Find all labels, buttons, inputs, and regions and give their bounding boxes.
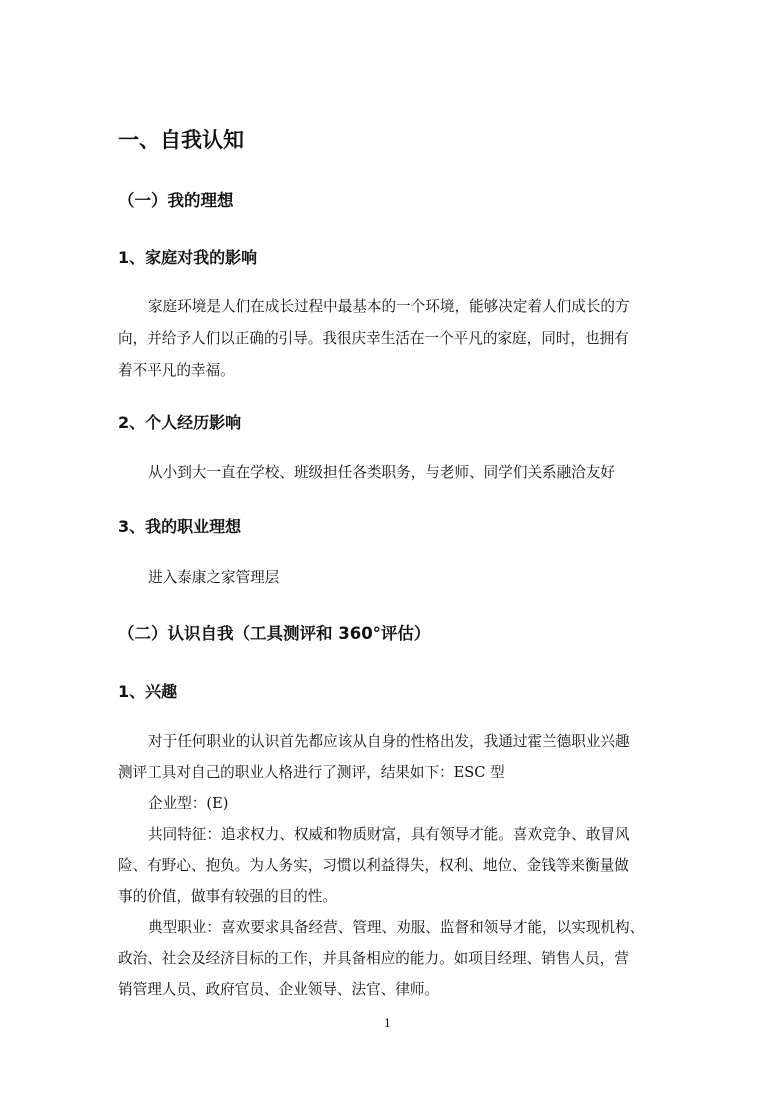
traits-line-2: 险、有野心、抱负。为人务实，习惯以利益得失，权利、地位、金钱等来衡量做	[118, 857, 629, 874]
interest-title: 1、兴趣	[118, 682, 178, 701]
family-influence-title: 1、家庭对我的影响	[118, 248, 258, 267]
typical-jobs-line-1: 典型职业：喜欢要求具备经营、管理、劝服、监督和领导才能，以实现机构、	[148, 919, 645, 936]
section-know-myself-title: （二）认识自我（工具测评和 360°评估）	[118, 624, 431, 643]
heading-self-awareness: 一、自我认知	[118, 128, 244, 152]
typical-jobs-line-3: 销管理人员、政府官员、企业领导、法官、律师。	[118, 981, 440, 998]
traits-line-1: 共同特征：追求权力、权威和物质财富，具有领导才能。喜欢竞争、敢冒风	[148, 826, 630, 843]
traits-line-3: 事的价值，做事有较强的目的性。	[118, 888, 337, 905]
interest-intro-line-2: 测评工具对自己的职业人格进行了测评，结果如下：ESC 型	[118, 764, 505, 781]
career-ideal-title: 3、我的职业理想	[118, 517, 242, 536]
personal-experience-title: 2、个人经历影响	[118, 413, 242, 432]
family-influence-line-3: 着不平凡的幸福。	[118, 362, 235, 379]
family-influence-line-1: 家庭环境是人们在成长过程中最基本的一个环境，能够决定着人们成长的方	[148, 298, 630, 315]
enterprise-type-line: 企业型：(E)	[148, 795, 229, 812]
page-number: 1	[384, 1017, 391, 1030]
interest-intro-line-1: 对于任何职业的认识首先都应该从自身的性格出发，我通过霍兰德职业兴趣	[148, 733, 630, 750]
family-influence-line-2: 向，并给予人们以正确的引导。我很庆幸生活在一个平凡的家庭，同时，也拥有	[118, 330, 629, 347]
career-ideal-text: 进入泰康之家管理层	[148, 569, 280, 586]
typical-jobs-line-2: 政治、社会及经济目标的工作，并具备相应的能力。如项目经理、销售人员，营	[118, 950, 629, 967]
personal-experience-text: 从小到大一直在学校、班级担任各类职务，与老师、同学们关系融洽友好	[148, 464, 616, 481]
section-my-ideal-title: （一）我的理想	[118, 191, 234, 210]
